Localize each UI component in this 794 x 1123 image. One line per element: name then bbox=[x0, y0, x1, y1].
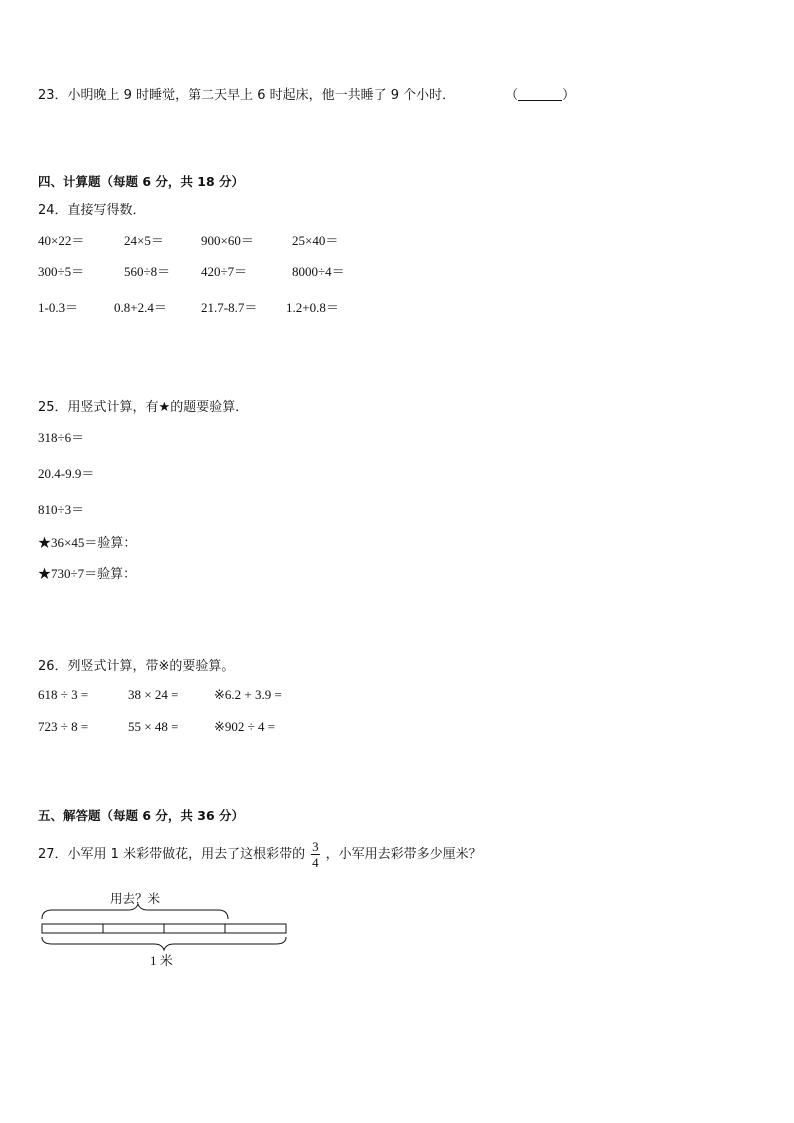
diagram-top-label: 用去？米 bbox=[110, 891, 161, 906]
section-4-heading: 四、计算题（每题 6 分，共 18 分） bbox=[38, 174, 245, 189]
q24-item: 900×60＝ bbox=[201, 233, 254, 248]
q25-item: 810÷3＝ bbox=[38, 502, 85, 517]
question-27-text-after: ，小军用去彩带多少厘米？ bbox=[325, 847, 482, 862]
fraction: $\frac{3}{4}$ bbox=[312, 839, 319, 870]
question-27 bbox=[38, 835, 482, 875]
ribbon-diagram bbox=[36, 900, 296, 952]
q24-item: 560÷8＝ bbox=[124, 264, 171, 279]
question-25-title: 25．用竖式计算，有★的题要验算． bbox=[38, 400, 249, 415]
q26-item: 723 ÷ 8 = bbox=[38, 719, 89, 734]
q26-item: 38 × 24 = bbox=[128, 687, 179, 702]
q24-item: 300÷5＝ bbox=[38, 264, 85, 279]
question-23 bbox=[38, 84, 575, 103]
q24-item: 21.7-8.7＝ bbox=[201, 300, 258, 315]
question-23-text: 23．小明晚上 9 时睡觉，第二天早上 6 时起床，他一共睡了 9 个小时． bbox=[38, 88, 456, 103]
q24-item: 40×22＝ bbox=[38, 233, 85, 248]
answer-parentheses: （ ） bbox=[505, 88, 576, 103]
q26-item: ※902 ÷ 4 = bbox=[214, 719, 276, 734]
q26-item: ※6.2 + 3.9 = bbox=[214, 687, 282, 702]
q24-item: 8000÷4＝ bbox=[292, 264, 345, 279]
q24-item: 24×5＝ bbox=[124, 233, 164, 248]
q25-item: ★730÷7＝验算： bbox=[38, 566, 137, 581]
q24-item: 25×40＝ bbox=[292, 233, 339, 248]
q24-item: 1.2+0.8＝ bbox=[286, 300, 339, 315]
q25-item: 318÷6＝ bbox=[38, 430, 85, 445]
q24-item: 1-0.3＝ bbox=[38, 300, 79, 315]
answer-blank[interactable] bbox=[518, 88, 562, 101]
question-26-title: 26．列竖式计算，带※的要验算。 bbox=[38, 659, 235, 674]
section-5-heading: 五、解答题（每题 6 分，共 36 分） bbox=[38, 808, 245, 823]
question-24-title: 24．直接写得数． bbox=[38, 203, 146, 218]
whole-brace bbox=[42, 937, 286, 950]
question-27-text-before: 27．小军用 1 米彩带做花，用去了这根彩带的 bbox=[38, 847, 306, 862]
q24-item: 420÷7＝ bbox=[201, 264, 248, 279]
diagram-bottom-label: 1 米 bbox=[150, 953, 173, 968]
q24-item: 0.8+2.4＝ bbox=[114, 300, 167, 315]
q26-item: 618 ÷ 3 = bbox=[38, 687, 89, 702]
q25-item: 20.4-9.9＝ bbox=[38, 466, 95, 481]
q25-item: ★36×45＝验算： bbox=[38, 535, 137, 550]
q26-item: 55 × 48 = bbox=[128, 719, 179, 734]
used-brace bbox=[42, 904, 228, 919]
